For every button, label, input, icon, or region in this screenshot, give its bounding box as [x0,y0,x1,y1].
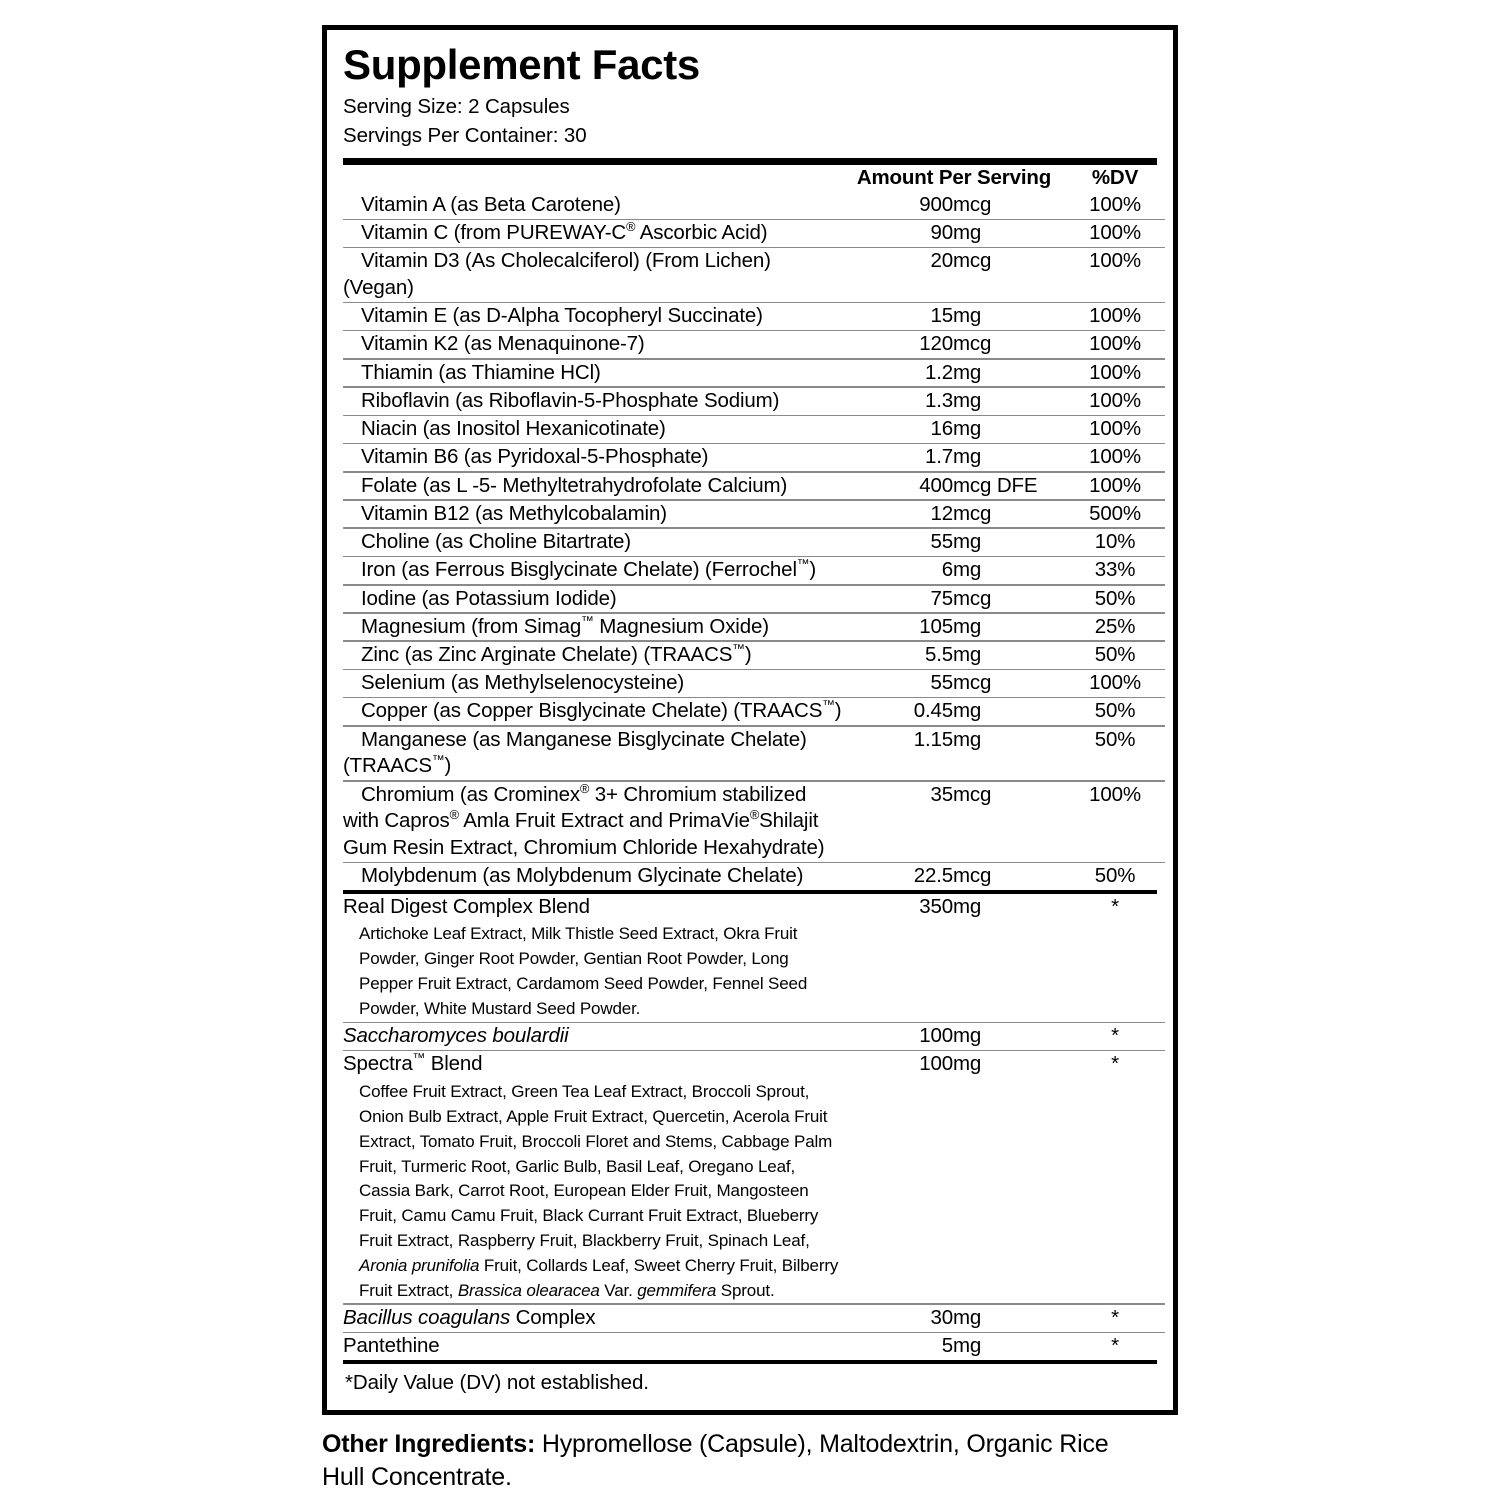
column-header-amount: Amount Per Serving [856,166,1052,190]
blend-unit: mg [953,894,982,918]
other-ingredients-label: Other Ingredients: [322,1430,536,1458]
nutrient-amount: 400 [919,473,953,497]
nutrient-dv: 33% [1094,558,1136,582]
nutrient-name: Chromium (as Crominex® 3+ Chromium stabilized with Capros® Amla Fruit Extract and PrimaVie®Shilajit Gum Resin Extract, Chromium Chloride Hexahydrate) [343,780,825,859]
nutrient-name: Iodine (as Potassium Iodide) [361,586,617,610]
table-row [343,642,1165,669]
divider-thick-top [343,158,1157,165]
table-row [343,303,1165,330]
nutrient-unit: mcg DFE [953,473,1038,497]
table-row [343,473,1165,500]
table-row [343,192,1165,219]
table-row [343,331,1165,358]
blend-name-cell [343,1333,843,1360]
blend-unit: mg [953,1052,982,1076]
nutrient-name: Copper (as Copper Bisglycinate Chelate) (TRAACS™) [361,697,842,723]
nutrient-name: Iron (as Ferrous Bisglycinate Chelate) (Ferrochel™) [361,556,817,582]
nutrient-unit: mg [953,360,982,384]
nutrient-unit: mg [953,727,982,751]
blend-unit: mg [953,1024,982,1048]
nutrient-dv: 100% [1089,671,1141,695]
nutrient-amount: 105 [919,614,953,638]
table-row [343,529,1165,556]
blend-dv: * [1111,1306,1119,1330]
blend-dv: * [1111,1024,1119,1048]
nutrient-dv: 100% [1089,782,1141,806]
blend-amount: 5 [941,1334,953,1358]
blend-name-cell [343,894,843,1022]
nutrient-amount: 1.15 [913,727,953,751]
table-row [343,670,1165,697]
nutrient-unit: mcg [953,501,992,525]
blend-ingredients: Coffee Fruit Extract, Green Tea Leaf Extract, Broccoli Sprout, Onion Bulb Extract, Apple Fruit Extract, Quercetin, Acerola Fruit Extract, Tomato Fruit, Broccoli Floret and Stems, Cabbage Palm Fruit, Turmeric Root, Garlic Bulb, Basil Leaf, Oregano Leaf, Cassia Bark, Carrot Root, European Elder Fruit, Mangosteen Fruit, Camu Camu Fruit, Black Currant Fruit Extract, Blueberry Fruit Extract, Raspberry Fruit, Blackberry Fruit, Spinach Leaf, Aronia prunifolia Fruit, Collards Leaf, Sweet Cherry Fruit, Bilberry Fruit Extract, Brassica olearacea Var. gemmifera Sprout. [359,1082,839,1300]
nutrient-unit: mg [953,445,982,469]
blend-name-cell [343,1051,843,1303]
table-header-row [343,165,1165,192]
blend-name: Bacillus coagulans Complex [343,1306,596,1330]
blend-unit: mg [953,1306,982,1330]
nutrient-amount: 1.7 [924,445,953,469]
nutrient-name: Vitamin B12 (as Methylcobalamin) [361,501,667,525]
supplement-facts-panel [322,25,1178,1415]
blend-row [343,1333,1165,1360]
nutrient-name: Manganese (as Manganese Bisglycinate Chelate) (TRAACS™) [343,727,807,778]
nutrient-unit: mg [953,699,982,723]
nutrient-amount: 55 [930,530,953,554]
nutrient-unit: mcg [953,782,992,806]
nutrient-amount: 35 [930,782,953,806]
blend-amount: 100 [919,1024,953,1048]
blend-row [343,1051,1165,1303]
other-ingredients-text: Hypromellose (Capsule), Maltodextrin, Organic Rice Hull Concentrate. [322,1430,1109,1491]
other-ingredients [322,1428,1152,1494]
table-row [343,444,1165,471]
nutrient-dv: 50% [1094,699,1136,723]
nutrient-amount: 120 [919,332,953,356]
nutrient-unit: mcg [953,671,992,695]
nutrient-dv: 100% [1089,304,1141,328]
table-row [343,586,1165,613]
nutrient-name: Vitamin D3 (As Cholecalciferol) (From Lichen) (Vegan) [343,249,771,299]
nutrient-name: Thiamin (as Thiamine HCl) [361,360,601,384]
nutrient-amount: 22.5 [913,864,953,888]
blend-amount: 30 [930,1306,953,1330]
nutrient-amount: 900 [919,192,953,216]
table-row [343,782,1165,862]
nutrient-dv: 100% [1089,221,1141,245]
nutrient-dv: 100% [1089,332,1141,356]
nutrient-name: Vitamin A (as Beta Carotene) [361,192,621,216]
nutrient-amount: 16 [930,417,953,441]
nutrient-dv: 100% [1089,445,1141,469]
nutrient-dv: 50% [1094,727,1136,751]
nutrient-dv: 100% [1089,473,1141,497]
nutrient-name: Vitamin E (as D-Alpha Tocopheryl Succinate) [361,304,763,328]
blend-dv: * [1111,894,1119,918]
blend-amount: 100 [919,1052,953,1076]
nutrient-dv: 100% [1089,192,1141,216]
nutrient-unit: mg [953,388,982,412]
nutrient-amount: 12 [930,501,953,525]
page-title: Supplement Facts [343,41,700,88]
table-row [343,220,1165,247]
table-row [343,698,1165,725]
nutrient-name: Vitamin B6 (as Pyridoxal-5-Phosphate) [361,445,709,469]
table-row [343,727,1165,780]
nutrient-dv: 10% [1094,530,1136,554]
nutrient-unit: mg [953,221,982,245]
nutrient-unit: mcg [953,332,992,356]
nutrient-name: Choline (as Choline Bitartrate) [361,530,631,554]
serving-size: Serving Size: 2 Capsules [343,95,570,118]
table-row [343,360,1165,387]
blend-name: Real Digest Complex Blend [343,894,590,918]
nutrient-unit: mcg [953,249,992,273]
blend-ingredients: Artichoke Leaf Extract, Milk Thistle Seed Extract, Okra Fruit Powder, Ginger Root Powder, Gentian Root Powder, Long Pepper Fruit Extract, Cardamom Seed Powder, Fennel Seed Powder, White Mustard Seed Powder. [359,924,808,1018]
nutrient-unit: mcg [953,864,992,888]
nutrient-name: Selenium (as Methylselenocysteine) [361,671,685,695]
nutrient-dv: 100% [1089,388,1141,412]
nutrient-unit: mcg [953,192,992,216]
table-row [343,416,1165,443]
nutrient-dv: 50% [1094,643,1136,667]
table-row [343,501,1165,528]
nutrient-name: Zinc (as Zinc Arginate Chelate) (TRAACS™) [361,641,752,667]
nutrient-unit: mg [953,417,982,441]
nutrient-amount: 6 [941,558,953,582]
blend-row [343,894,1165,1022]
nutrient-amount: 1.2 [924,360,953,384]
nutrient-dv: 500% [1089,501,1141,525]
table-row [343,863,1165,890]
nutrient-name: Molybdenum (as Molybdenum Glycinate Chelate) [361,864,804,888]
blend-dv: * [1111,1052,1119,1076]
nutrient-name: Folate (as L -5- Methyltetrahydrofolate Calcium) [361,473,788,497]
nutrient-name: Magnesium (from Simag™ Magnesium Oxide) [361,612,769,638]
blend-name-cell [343,1305,843,1332]
nutrient-unit: mg [953,643,982,667]
blend-name: Pantethine [343,1334,440,1358]
table-row [343,388,1165,415]
nutrient-dv: 25% [1094,614,1136,638]
nutrient-unit: mg [953,304,982,328]
nutrient-name: Riboflavin (as Riboflavin-5-Phosphate Sodium) [361,388,780,412]
nutrient-dv: 100% [1089,249,1141,273]
nutrient-amount: 20 [930,249,953,273]
nutrient-unit: mg [953,614,982,638]
nutrient-name: Vitamin C (from PUREWAY-C® Ascorbic Acid) [361,219,768,245]
nutrient-dv: 50% [1094,864,1136,888]
nutrient-name: Vitamin K2 (as Menaquinone-7) [361,332,645,356]
nutrient-dv: 50% [1094,586,1136,610]
nutrient-name: Niacin (as Inositol Hexanicotinate) [361,417,666,441]
table-row [343,557,1165,584]
nutrient-unit: mg [953,558,982,582]
blend-dv: * [1111,1334,1119,1358]
blend-name-cell [343,1023,843,1050]
blend-table [343,894,1165,1360]
nutrient-amount: 15 [930,304,953,328]
nutrient-amount: 90 [930,221,953,245]
nutrient-unit: mcg [953,586,992,610]
blend-unit: mg [953,1334,982,1358]
nutrient-amount: 0.45 [913,699,953,723]
blend-amount: 350 [919,894,953,918]
blend-row [343,1023,1165,1050]
blend-name: Saccharomyces boulardii [343,1024,569,1048]
table-row [343,248,1165,301]
daily-value-footnote: *Daily Value (DV) not established. [345,1370,649,1394]
nutrient-unit: mg [953,530,982,554]
nutrient-amount: 1.3 [924,388,953,412]
table-row [343,614,1165,641]
nutrient-dv: 100% [1089,360,1141,384]
nutrition-table [343,165,1165,890]
servings-per-container: Servings Per Container: 30 [343,124,587,148]
nutrient-amount: 55 [930,671,953,695]
column-header-dv: %DV [1091,166,1139,190]
nutrient-amount: 75 [930,586,953,610]
blend-name: Spectra™ Blend [343,1050,483,1076]
nutrient-amount: 5.5 [924,643,953,667]
nutrient-dv: 100% [1089,417,1141,441]
blend-row [343,1305,1165,1332]
